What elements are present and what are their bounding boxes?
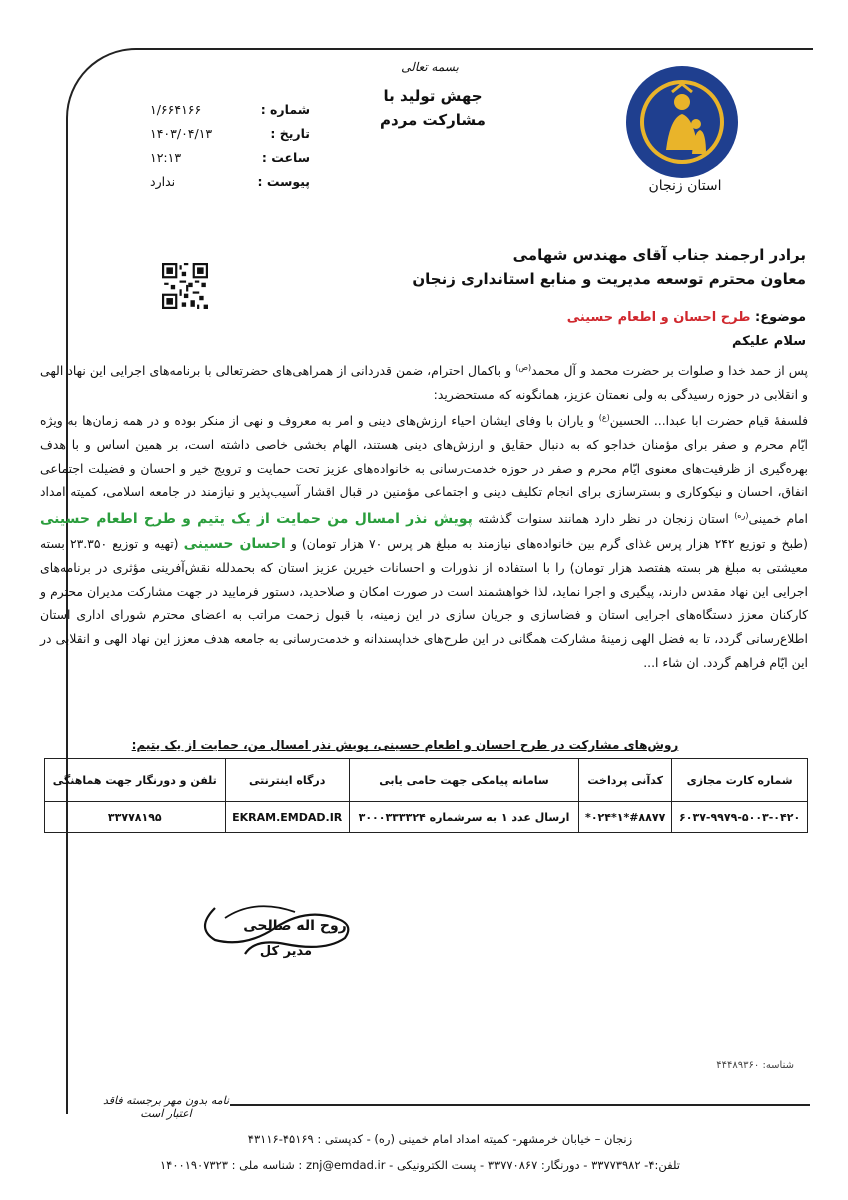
participation-table [44, 758, 808, 833]
meta-attachment-label: پیوست : [257, 174, 310, 189]
table-cell-web[interactable]: EKRAM.EMDAD.IR [225, 802, 349, 833]
meta-date-value: ۱۴۰۳/۰۴/۱۳ [150, 126, 213, 141]
table-header-sms: سامانه پیامکی جهت حامی یابی [349, 759, 578, 802]
meta-attachment-value: ندارد [150, 174, 176, 189]
slogan-line-1: جهش تولید با [383, 87, 483, 105]
footer-address: زنجان – خیابان خرمشهر- کمیته امداد امام خمینی (ره) - کدپستی : ۴۵۱۶۹-۴۳۱۱۶ [247, 1132, 633, 1146]
signatory-title: مدیر کل [259, 944, 313, 959]
table-title: روش‌های مشارکت در طرح احسان و اطعام حسینی، پویش نذر امسال من، حمایت از یک یتیم: [131, 738, 679, 752]
subject [100, 310, 806, 325]
footer-caption: نامه بدون مهر برجسته فاقد اعتبار است [102, 1094, 230, 1120]
table-header-row [45, 759, 808, 802]
body-paragraph-1 [40, 356, 808, 406]
meta-number-label: شماره : [260, 102, 310, 117]
subject-label: موضوع: [755, 310, 806, 325]
table-header-web: درگاه اینترنتی [225, 759, 349, 802]
greeting: سلام علیکم [732, 334, 806, 349]
table-header-phone: تلفن و دورنگار جهت هماهنگی [45, 759, 226, 802]
addressee-line-2: معاون محترم توسعه مدیریت و منابع استانداری زنجان [412, 270, 806, 288]
addressee [100, 244, 806, 292]
meta-time-label: ساعت : [261, 150, 310, 165]
emdad-logo-icon [622, 62, 742, 182]
document-id: شناسه: ۴۴۴۸۹۳۶۰ [716, 1060, 794, 1071]
bismillah: بسمه تعالی [401, 60, 459, 74]
body-paragraph-2 [40, 406, 808, 674]
letter-body [40, 356, 808, 674]
slogan [368, 84, 498, 132]
p1-sup: (ص) [515, 363, 532, 372]
meta-number-row [150, 98, 310, 122]
table-row [45, 802, 808, 833]
p2-text-c: استان زنجان در نظر دارد همانند سنوات گذشته [472, 510, 735, 526]
table-header-card: شماره کارت مجازی [672, 759, 808, 802]
signatory-name: روح اله صالحی [243, 918, 347, 934]
table-cell-sms: ارسال عدد ۱ به سرشماره ۳۰۰۰۳۳۳۳۲۴ [349, 802, 578, 833]
meta-date-label: تاریخ : [270, 126, 310, 141]
table-cell-phone: ۳۳۷۷۸۱۹۵ [45, 802, 226, 833]
p1-text-a: پس از حمد خدا و صلوات بر حضرت محمد و آل محمد [531, 363, 808, 379]
meta-time-row [150, 146, 310, 170]
meta-date-row [150, 122, 310, 146]
meta-attachment-row [150, 170, 310, 194]
table-cell-card: ۶۰۳۷-۹۹۷۹-۵۰۰۳-۰۴۲۰ [672, 802, 808, 833]
p2-sup-2: (ره) [734, 510, 749, 520]
highlight-ehsan: احسان حسینی [183, 535, 286, 552]
highlight-campaign: پویش نذر امسال من حمایت از یک یتیم و طرح اطعام حسینی [40, 510, 473, 527]
slogan-line-2: مشارکت مردم [380, 111, 486, 129]
subject-value: طرح احسان و اطعام حسینی [566, 310, 751, 325]
p2-text-b: و یاران با وفای ایشان احیاء ارزش‌های دینی و امر به معروف و نهی از منکر بوده و در همه زمان‌ها به ویژه ایّام محرم و صفر برای مؤمنان خداجو که به دنبال حقایق و ارزش‌های دینی هستند، الهام بخشی خاصی داشته است، بر همین اساس و با هدف بهره‌گیری از ظرفیت‌های معنوی ایّام محرم و صفر در حوزه خدمت‌رسانی به خانواده‌های عزیز تحت حمایت و ترویج خیر و احسان و فضیلت اجتماعی انفاق، احسان و نیکوکاری و بسترسازی برای انجام تکلیف دینی و اجتماعی مؤمنین در قبال اقشار آسیب‌پذیر و نیازمند در جامعه اسلامی، کمیته امداد امام خمینی [40, 413, 808, 526]
bottom-rule [230, 1104, 810, 1106]
province-name: استان زنجان [648, 178, 722, 194]
meta-number-value: ۱/۶۶۴۱۶۶ [150, 102, 202, 117]
meta-time-value: ۱۲:۱۳ [150, 150, 182, 165]
table-header-ussd: کدآنی پرداخت [579, 759, 672, 802]
p2-text-a: فلسفهٔ قیام حضرت ابا عبدا... الحسین [609, 413, 808, 429]
p2-sup: (ع) [598, 413, 610, 423]
letter-meta [150, 98, 310, 194]
p2-text-e: (تهیه و توزیع ۲۳.۳۵۰ بسته معیشتی به مبلغ هر بسته هفتصد هزار تومان) را با استفاده از نذورات و احسانات خیرین عزیز استان که بحمدلله نقش‌آفرینی مؤثری در برنامه‌های اجرایی این نهاد مقدس دارند، پیگیری و اجرا نماید، لذا خواهشمند است در صورت امکان و صلاحدید، دستور فرمایید در جهت مشارکت مدیران محترم و کارکنان معزز دستگاه‌های اجرایی استان و فضاسازی و جریان سازی در این زمینه، با قبول زحمت مراتب به اعضای محترم شورای اداری استان اطلاع‌رسانی گردد، تا به فضل الهی زمینهٔ مشارکت همگانی در این طرح‌های خداپسندانه و خدمت‌رسانی به جامعه هدف معزز این نهاد الهی و انقلابی در این ایّام فراهم گردد. ان شاء ا... [40, 535, 808, 670]
p1-text-b: و باکمال احترام، ضمن قدردانی از همراهی‌های حضرتعالی با برنامه‌های اجرایی این نهاد الهی و انقلابی در حوزه رسیدگی به ولی نعمتان عزیز، همانگونه که مستحضرید: [40, 363, 808, 402]
footer-contact: تلفن:۴- ۳۳۷۷۳۹۸۲ - دورنگار: ۳۳۷۷۰۸۶۷ - پست الکترونیکی - znj@emdad.ir : شناسه ملی : ۱۴۰۰۱۹۰۷۳۲۳ [160, 1158, 680, 1172]
addressee-line-1: برادر ارجمند جناب آقای مهندس شهامی [512, 246, 806, 264]
p2-text-d: (طبخ و توزیع ۲۴۲ هزار پرس غذای گرم بین خانواده‌های نیازمند به مبلغ هر پرس ۷۰ هزار تومان) و [285, 535, 809, 551]
table-cell-ussd: #۸۸۷۷*۱*۰۲۴* [579, 802, 672, 833]
